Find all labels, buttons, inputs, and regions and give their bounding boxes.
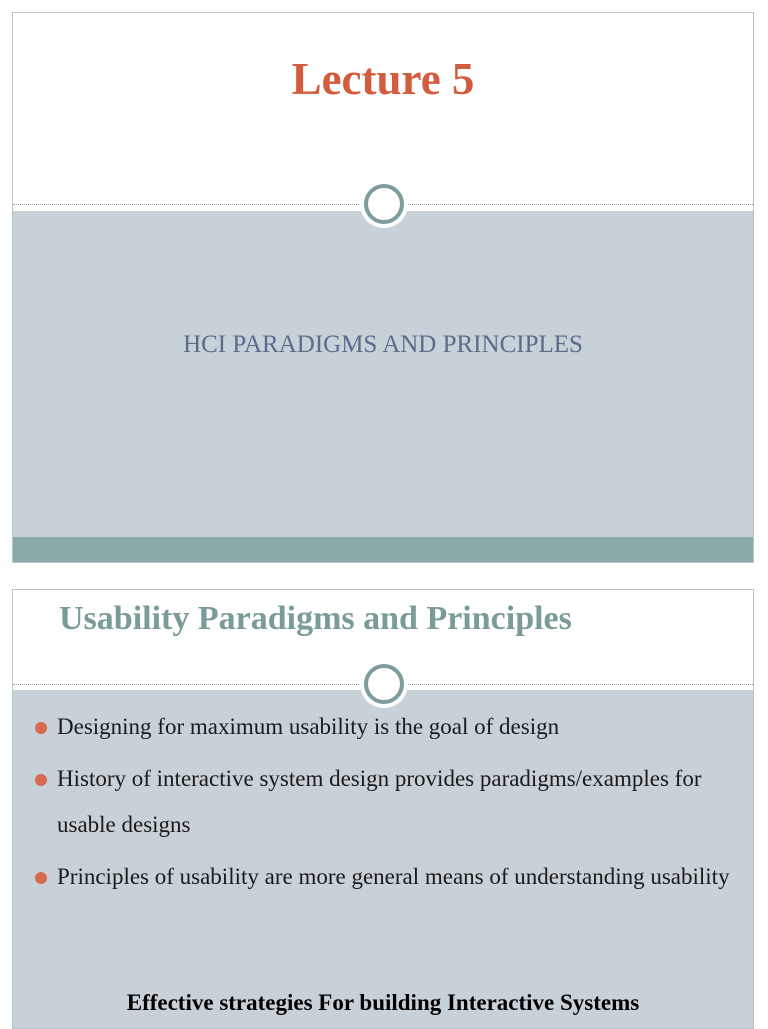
slide-subtitle: HCI PARADIGMS AND PRINCIPLES <box>183 331 583 358</box>
bullet-dot-icon <box>35 722 47 734</box>
slide-2 <box>12 589 754 1029</box>
bullet-text: Designing for maximum usability is the goal of design <box>57 714 560 739</box>
list-item <box>35 704 733 750</box>
bullet-dot-icon <box>35 774 47 786</box>
slide-1 <box>12 12 754 563</box>
bullet-text: Principles of usability are more general means of understanding usability <box>57 864 730 889</box>
bullet-dot-icon <box>35 872 47 884</box>
slide-title: Lecture 5 <box>291 54 475 104</box>
bullet-text: History of interactive system design provides paradigms/examples for usable designs <box>57 766 702 837</box>
list-item <box>35 756 733 848</box>
footer-band <box>13 537 753 563</box>
circle-ornament-icon <box>364 184 404 224</box>
slide-footer-text: Effective strategies For building Interactive Systems <box>126 990 640 1015</box>
slide-title: Usability Paradigms and Principles <box>59 600 572 637</box>
slide-1-body-area <box>13 211 753 537</box>
circle-ornament-icon <box>364 664 404 704</box>
list-item <box>35 854 733 900</box>
slide-1-title-area <box>13 13 753 211</box>
bullet-list <box>35 704 733 906</box>
